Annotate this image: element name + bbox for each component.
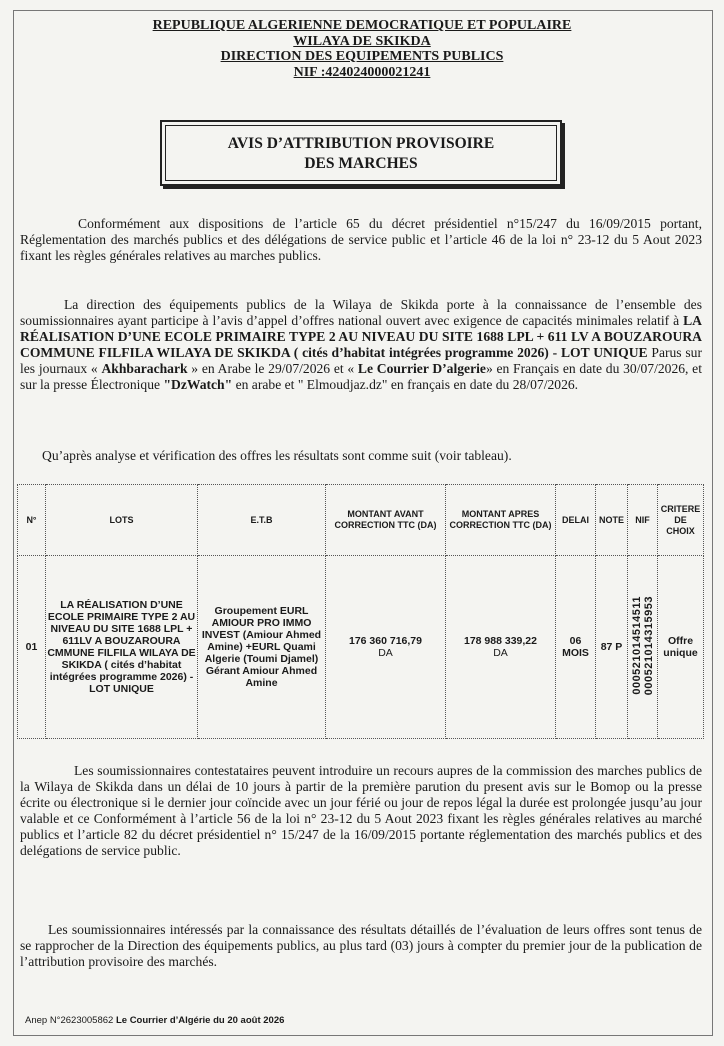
table-header-row <box>18 485 704 556</box>
col-header-num: N° <box>18 485 46 556</box>
col-header-critere: CRITERE DE CHOIX <box>658 485 704 556</box>
col-header-nif: NIF <box>628 485 658 556</box>
cell-montant-apres: 178 988 339,22 DA <box>446 556 556 739</box>
header-wilaya: WILAYA DE SKIKDA <box>293 33 431 49</box>
cell-delai: 06 MOIS <box>556 556 596 739</box>
col-header-montant-avant: MONTANT AVANT CORRECTION TTC (DA) <box>326 485 446 556</box>
footer-reference <box>25 1015 284 1026</box>
cell-critere: Offre unique <box>658 556 704 739</box>
cell-note: 87 P <box>596 556 628 739</box>
footer-journal: Le Courrier d’Algérie du 20 août 2026 <box>115 1015 285 1026</box>
table-row <box>18 556 704 739</box>
cell-nif <box>628 556 658 739</box>
cell-num: 01 <box>18 556 46 739</box>
footer-anep: Anep N°2623005862 <box>25 1015 116 1026</box>
cell-montant-avant: 176 360 716,79 DA <box>326 556 446 739</box>
cell-etb: Groupement EURL AMIOUR PRO IMMO INVEST (Amiour Ahmed Amine) +EURL Quami Algerie (Toumi Djamel) Gérant Amiour Ahmed Amine <box>198 556 326 739</box>
paragraph-announcement: La direction des équipements publics de la Wilaya de Skikda porte à la connaissance de l’ensemble des soumissionnaires ayant participe à l’avis d’appel d’offres national ouvert avec exigence de capacités minimales relatif à LA RÉALISATION D’UNE ECOLE PRIMAIRE TYPE 2 AU NIVEAU DU SITE 1688 LPL + 611 LV A BOUZAROURA COMMUNE FILFILA WILAYA DE SKIKDA ( cités d’habitat intégrées programme 2026) - LOT UNIQUE Parus sur les journaux « Akhbarachark » en Arabe le 29/07/2026 et « Le Courrier D’algerie» en Français en date du 30/07/2026, et sur la presse Électronique "DzWatch" en arabe et " Elmoudjaz.dz" en français en date du 28/07/2026. <box>20 297 703 392</box>
header-republic: REPUBLIQUE ALGERIENNE DEMOCRATIQUE ET POPULAIRE <box>152 18 572 33</box>
paragraph-results-intro: Qu’après analyse et vérification des offres les résultats sont comme suit (voir tableau). <box>42 448 512 463</box>
paragraph-recours: Les soumissionnaires contestataires peuvent introduire un recours aupres de la commission des marches publics de la Wilaya de Skikda dans un délai de 10 jours à partir de la première parution du present avis sur le Bomop ou la presse écrite ou électronique si le dernier jour coïncide avec un jour férié ou jour de repos légal la durée est prolongée jusqu’au jour valable et ce Conformément à l’article 56 de la loi n° 23-12 du 5 Aout 2023 fixant les règles générales relatives au marché publics et l’article 82 du décret présidentiel n° 15/247 de la 16/09/2015 portante réglementation des marchés publics et des delégations de service public. <box>20 763 702 858</box>
paragraph-results-detail: Les soumissionnaires intéressés par la connaissance des résultats détaillés de l’évaluation de leurs offres sont tenus de se rapprocher de la Direction des équipements publics, au plus tard (03) jours à compter du premier jour de la publication de l’attribution provisoire des marchés. <box>20 922 702 969</box>
project-title: LA RÉALISATION D’UNE ECOLE PRIMAIRE TYPE 2 AU NIVEAU DU SITE 1688 LPL + 611 LV A BOUZAROURA COMMUNE FILFILA WILAYA DE SKIKDA ( cités d’habitat intégrées programme 2026) - LOT UNIQUE <box>20 313 702 360</box>
nif-2: 000521014315953 <box>642 595 655 696</box>
col-header-etb: E.T.B <box>198 485 326 556</box>
title-box <box>160 120 562 186</box>
header-direction: DIRECTION DES EQUIPEMENTS PUBLICS <box>220 49 504 64</box>
title-line-1: AVIS D’ATTRIBUTION PROVISOIRE <box>227 135 495 152</box>
paragraph-legal-basis: Conformément aux dispositions de l’article 65 du décret présidentiel n°15/247 du 16/09/2015 portant, Réglementation des marchés publics et des délégations de service public et l’article 46 de la loi n° 23-12 du 5 Aout 2023 fixant les règles générales relatives au marches publics. <box>20 216 702 263</box>
results-table <box>17 484 704 739</box>
col-header-montant-apres: MONTANT APRES CORRECTION TTC (DA) <box>446 485 556 556</box>
cell-lots: LA RÉALISATION D’UNE ECOLE PRIMAIRE TYPE 2 AU NIVEAU DU SITE 1688 LPL + 611LV A BOUZAROURA CMMUNE FILFILA WILAYA DE SKIKDA ( cités d’habitat intégrées programme 2026) - LOT UNIQUE <box>46 556 198 739</box>
col-header-note: NOTE <box>596 485 628 556</box>
title-line-2: DES MARCHES <box>304 155 418 172</box>
header-nif: NIF :424024000021241 <box>293 64 431 80</box>
nif-1: 000521014514511 <box>630 596 643 696</box>
col-header-delai: DELAI <box>556 485 596 556</box>
document-header <box>0 18 724 80</box>
col-header-lots: LOTS <box>46 485 198 556</box>
